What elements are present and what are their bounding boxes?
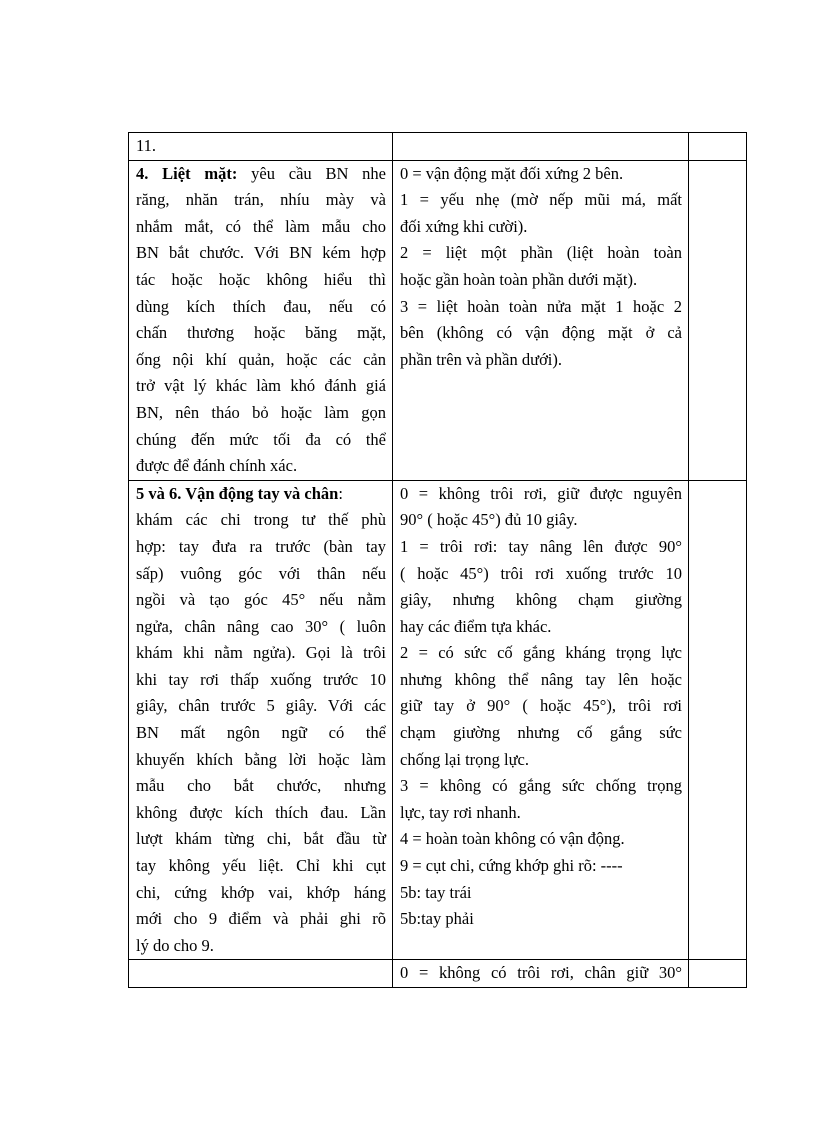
table-row	[129, 133, 747, 161]
item-description-line: tay không yếu liệt. Chỉ khi cụt	[136, 856, 386, 876]
score-line: bên (không có vận động mặt ở cả	[400, 323, 682, 343]
item-description-line: BN bắt chước. Với BN kém hợp	[136, 243, 386, 263]
score-line: 3 = liệt hoàn toàn nửa mặt 1 hoặc 2	[400, 296, 682, 316]
score-line: 9 = cụt chi, cứng khớp ghi rõ: ----	[400, 856, 623, 876]
score-line: 1 = trôi rơi: tay nâng lên được 90°	[400, 536, 682, 556]
item-description-line: ngồi và tạo góc 45° nếu nằm	[136, 590, 386, 610]
score-line: 2 = liệt một phần (liệt hoàn toàn	[400, 243, 682, 263]
score-line: giây, nhưng không chạm giường	[400, 590, 682, 610]
item-title: 4. Liệt mặt:	[136, 163, 238, 183]
item-description-line: mẫu cho bắt chước, nhưng	[136, 776, 386, 796]
score-line: lực, tay rơi nhanh.	[400, 802, 521, 822]
item-cell	[129, 133, 393, 161]
score-line: 0 = không trôi rơi, giữ được nguyên	[400, 483, 682, 503]
item-cell	[129, 160, 393, 480]
item-description-line: hợp: tay đưa ra trước (bàn tay	[136, 536, 386, 556]
score-line: chạm giường nhưng cố gắng sức	[400, 723, 682, 743]
score-line: phần trên và phần dưới).	[400, 349, 562, 369]
score-line: 5b: tay trái	[400, 882, 472, 902]
item-description-line: chúng đến mức tối đa có thể	[136, 429, 386, 449]
score-line: 90° ( hoặc 45°) đủ 10 giây.	[400, 510, 578, 530]
item-description-line: lý do cho 9.	[136, 935, 214, 955]
table-row	[129, 160, 747, 480]
item-description-line: chấn thương hoặc băng mặt,	[136, 323, 386, 343]
score-line: hoặc gần hoàn toàn phần dưới mặt).	[400, 269, 638, 289]
item-description-line: giây, chân trước 5 giây. Với các	[136, 696, 386, 716]
score-line: 0 = không có trôi rơi, chân giữ 30°	[400, 963, 682, 983]
item-description-line: khuyến khích bằng lời hoặc làm	[136, 749, 386, 769]
item-description-line: khi tay rơi thấp xuống trước 10	[136, 669, 386, 689]
item-description-line: mới cho 9 điểm và phải ghi rõ	[136, 909, 386, 929]
item-description-line: BN mất ngôn ngữ có thể	[136, 723, 386, 743]
score-cell	[393, 480, 689, 960]
item-cell	[129, 480, 393, 960]
result-cell	[689, 133, 747, 161]
item-cell	[129, 960, 393, 988]
score-line: ( hoặc 45°) trôi rơi xuống trước 10	[400, 563, 682, 583]
item-description-line: 5 và 6. Vận động tay và chân:	[136, 483, 343, 503]
table-row	[129, 480, 747, 960]
score-line: 1 = yếu nhẹ (mờ nếp mũi má, mất	[400, 190, 682, 210]
score-line: hay các điểm tựa khác.	[400, 616, 552, 636]
item-description-line: ống nội khí quản, hoặc các cản	[136, 349, 386, 369]
item-description-line: khám khi nằm ngửa). Gọi là trôi	[136, 643, 386, 663]
score-line: giữ tay ở 90° ( hoặc 45°), trôi rơi	[400, 696, 682, 716]
item-description-line: sấp) vuông góc với thân nếu	[136, 563, 386, 583]
item-title: 5 và 6. Vận động tay và chân	[136, 483, 339, 503]
item-description-line: ngửa, chân nâng cao 30° ( luôn	[136, 616, 386, 636]
score-cell	[393, 133, 689, 161]
item-description-line: lượt khám từng chi, bắt đầu từ	[136, 829, 386, 849]
score-line: 5b:tay phải	[400, 909, 474, 929]
item-description-line: khám các chi trong tư thế phù	[136, 510, 386, 530]
score-line: 0 = vận động mặt đối xứng 2 bên.	[400, 163, 624, 183]
item-description-line: răng, nhăn trán, nhíu mày và	[136, 190, 386, 210]
score-line: chống lại trọng lực.	[400, 749, 529, 769]
score-cell	[393, 160, 689, 480]
item-description-line: 4. Liệt mặt: yêu cầu BN nhe	[136, 163, 386, 183]
result-cell	[689, 960, 747, 988]
score-line: 3 = không có gắng sức chống trọng	[400, 776, 682, 796]
item-description-line: được để đánh chính xác.	[136, 456, 298, 476]
nihss-table	[128, 132, 747, 988]
item-description-line: trở vật lý khác làm khó đánh giá	[136, 376, 386, 396]
score-line: 2 = có sức cố gắng kháng trọng lực	[400, 643, 682, 663]
score-line: 4 = hoàn toàn không có vận động.	[400, 829, 625, 849]
item-number: 11.	[136, 136, 157, 155]
item-description-line: dùng kích thích đau, nếu có	[136, 296, 386, 316]
result-cell	[689, 160, 747, 480]
item-description-line: không được kích thích đau. Lần	[136, 802, 386, 822]
table-row	[129, 960, 747, 988]
item-description-line: tác hoặc hoặc không hiểu thì	[136, 269, 386, 289]
item-description-line: chi, cứng khớp vai, khớp háng	[136, 882, 386, 902]
score-cell	[393, 960, 689, 988]
item-description-line: BN, nên tháo bỏ hoặc làm gọn	[136, 402, 386, 422]
item-description-line: nhắm mắt, có thể làm mẫu cho	[136, 216, 386, 236]
result-cell	[689, 480, 747, 960]
score-line: đối xứng khi cười).	[400, 216, 528, 236]
score-line: nhưng không thể nâng tay lên hoặc	[400, 669, 682, 689]
